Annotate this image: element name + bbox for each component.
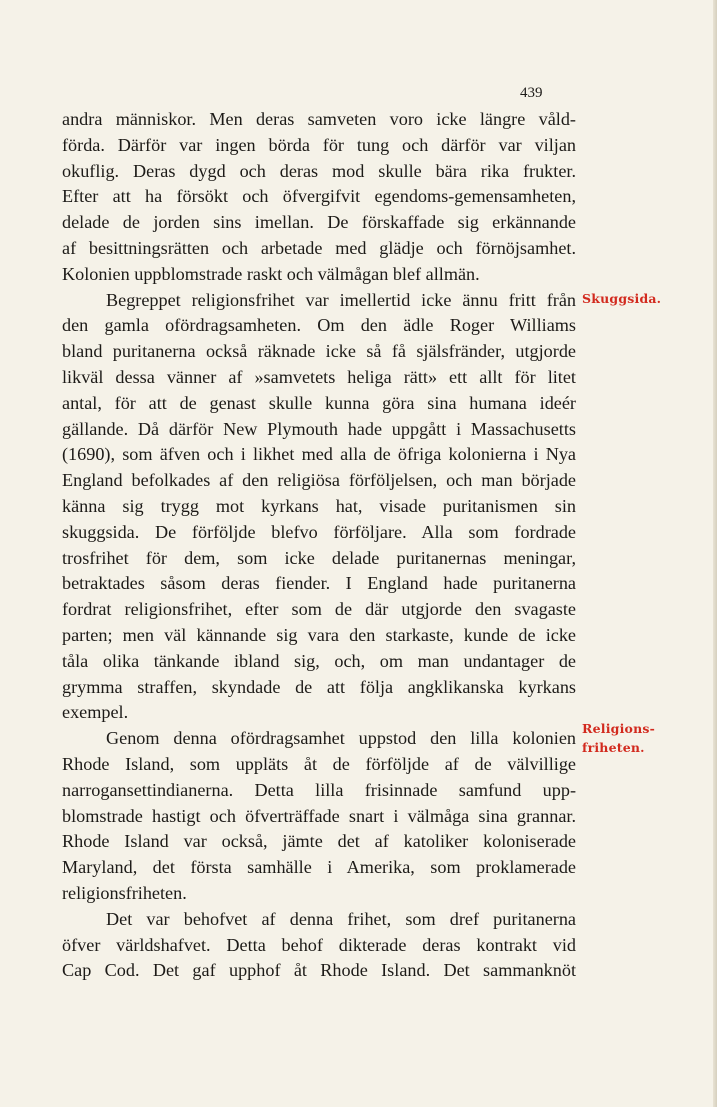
text-line: parten; men väl kännande sig vara den starkaste, kunde de icke	[62, 624, 576, 645]
paragraph-start-line: Det var behofvet af denna frihet, som dref puritanerna	[106, 908, 576, 929]
text-line: öfver världshafvet. Detta behof dikterade deras kontrakt vid	[62, 934, 576, 955]
text-line: skuggsida. De förföljde blefvo förföljare. Alla som fordrade	[62, 521, 576, 542]
text-line: delade de jorden sins imellan. De förskaffade sig erkännande	[62, 212, 576, 233]
text-line: den gamla ofördragsamheten. Om den ädle Roger Williams	[62, 315, 576, 336]
text-line: Efter att ha försökt och öfvergifvit egendoms-gemensamheten,	[62, 186, 576, 207]
marginal-note-friheten: friheten.	[582, 740, 645, 755]
text-line: Cap Cod. Det gaf upphof åt Rhode Island. Det sammanknöt	[62, 960, 576, 981]
text-line: fordrat religionsfrihet, efter som de där utgjorde den svagaste	[62, 599, 576, 620]
text-line: antal, för att de genast skulle kunna göra sina humana ideér	[62, 392, 576, 413]
text-line: England befolkades af den religiösa förföljelsen, och man började	[62, 470, 576, 491]
paragraph-start-line: Begreppet religionsfrihet var imellertid icke ännu fritt från	[106, 289, 576, 310]
marginal-note-skuggsida: Skuggsida.	[582, 291, 662, 306]
text-line: känna sig trygg mot kyrkans hat, visade puritanismen sin	[62, 495, 576, 516]
text-line: tåla olika tänkande ibland sig, och, om man undantager de	[62, 650, 576, 671]
text-line: Kolonien uppblomstrade raskt och välmågan blef allmän.	[62, 263, 480, 284]
text-line: blomstrade hastigt och öfverträffade snart i välmåga sina grannar.	[62, 805, 576, 826]
page-edge	[713, 0, 717, 1107]
text-line: trosfrihet för dem, som icke delade puritanernas meningar,	[62, 547, 576, 568]
marginal-note-religions: Religions-	[582, 721, 655, 736]
text-line: grymma straffen, skyndade de att följa angklikanska kyrkans	[62, 676, 576, 697]
text-line: okuflig. Deras dygd och deras mod skulle bära rika frukter.	[62, 160, 576, 181]
text-line: exempel.	[62, 702, 129, 723]
body-text	[62, 107, 576, 984]
text-line: förda. Därför var ingen börda för tung och därför var viljan	[62, 134, 576, 155]
text-line: narrogansettindianerna. Detta lilla frisinnade samfund upp-	[62, 779, 576, 800]
text-line: Rhode Island, som uppläts åt de förföljde af de välvillige	[62, 753, 576, 774]
text-line: Maryland, det första samhälle i Amerika, som proklamerade	[62, 857, 576, 878]
text-line: betraktades såsom deras fiender. I England hade puritanerna	[62, 573, 576, 594]
text-line: af besittningsrätten och arbetade med glädje och förnöjsamhet.	[62, 237, 576, 258]
paragraph-start-line: Genom denna ofördragsamhet uppstod den lilla kolonien	[106, 728, 576, 749]
text-line: andra människor. Men deras samveten voro icke längre våld-	[62, 109, 576, 129]
text-line: religionsfriheten.	[62, 882, 187, 903]
page-number: 439	[520, 85, 543, 101]
text-line: gällande. Då därför New Plymouth hade uppgått i Massachusetts	[62, 418, 576, 439]
text-line: likväl dessa vänner af »samvetets heliga rätt» ett allt för litet	[62, 366, 576, 387]
text-line: (1690), som äfven och i likhet med alla de öfriga kolonierna i Nya	[62, 444, 576, 465]
text-line: Rhode Island var också, jämte det af katoliker koloniserade	[62, 831, 576, 852]
text-line: bland puritanerna också räknade icke så få själsfränder, utgjorde	[62, 341, 576, 362]
